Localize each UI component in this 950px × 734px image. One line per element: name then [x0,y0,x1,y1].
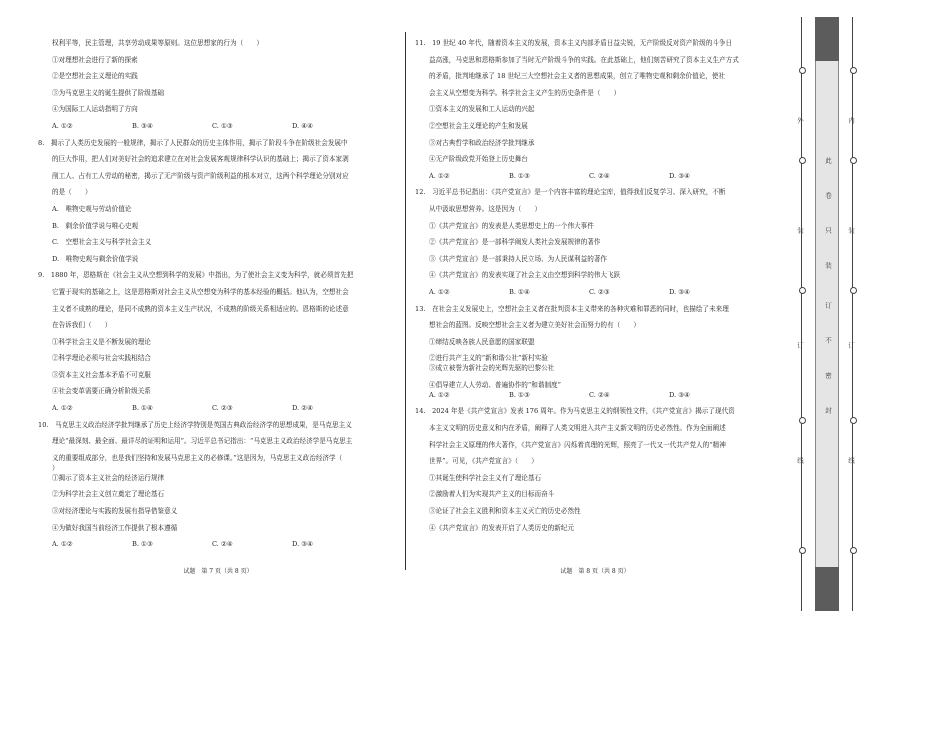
binding-inner-label: 不 [824,337,832,344]
question-8-line: 削工人、占有工人劳动的秘密，揭示了无产阶级与资产阶级利益的根本对立，这两个科学理论分别对应 [52,171,349,180]
choice-a: A. ①② [52,404,73,413]
binding-inner-label: 装 [824,262,832,269]
question-9-line: 它置于现实的基础之上，这是恩格斯对社会主义从空想变为科学的基本经验的概括。他认为，空想社会 [52,287,349,296]
binding-strip [791,17,863,611]
answer-option: ②激励着人们为实现共产主义的目标而奋斗 [429,490,555,499]
binding-outer-label: 装 [796,227,804,234]
binding-hole [799,67,806,74]
choice-c: C. ②③ [212,404,233,413]
page-footer: 试题 第 7 页（共 8 页） [183,568,253,575]
question-text: 权利平等，民主管理，共享劳动成果等原则。这位思想家的行为（ ） [52,39,263,47]
question-13-line: 13. 在社会主义发展史上，空想社会主义者在批判资本主义带来的各种灾难和罪恶的同时，也描绘了未来理 [415,304,729,313]
binding-dark-block [815,17,839,61]
binding-inner-label: 订 [824,302,832,309]
answer-option: A. 唯物史观与劳动价值论 [52,204,132,213]
answer-option: ②空想社会主义理论的产生和发展 [429,121,528,130]
answer-option: ①其诞生使科学社会主义有了理论基石 [429,473,542,482]
binding-line [801,17,802,611]
binding-inner-label: 只 [824,227,832,234]
binding-outer-label: 线 [796,457,804,464]
question-11-line: 的矛盾，批判地继承了 18 世纪三大空想社会主义者的思想成果，创立了唯物史观和剩余价值论，使社 [429,72,726,81]
question-11-line: 会主义从空想变为科学。科学社会主义产生的历史条件是（ ） [429,88,621,97]
question-12-line: 从中汲取思想营养。这是因为（ ） [429,204,542,213]
binding-hole [850,287,857,294]
answer-option: ④为国际工人运动指明了方向 [52,105,138,114]
binding-light-band [815,61,839,567]
question-8-line: 8. 揭示了人类历史发展的一般规律，揭示了人民群众的历史主体作用，揭示了阶段斗争在阶级社会发展中 [38,138,348,147]
answer-option: ①缔结反映各族人民意愿的国家联盟 [429,337,535,346]
answer-option: B. 剩余价值学说与唯心史观 [52,221,139,230]
binding-side-label: 内 [847,117,855,124]
answer-option: ④为做好我国当前经济工作提供了根本遵循 [52,523,178,532]
page-divider [405,32,406,570]
choice-row [38,539,400,549]
binding-inner-label: 此 [824,157,832,164]
choice-d: D. ③④ [669,390,691,399]
choice-a: A. ①② [52,121,73,130]
answer-option: ④社会变革需要正确分析阶级关系 [52,387,151,396]
choice-row [38,121,400,131]
question-14-line: 科学社会主义原理的伟大著作，《共产党宣言》闪烁着真理的光辉，照亮了一代又一代共产党人的“精神 [429,440,726,449]
binding-hole [850,547,857,554]
binding-inner-label: 密 [824,372,832,379]
answer-option: ①科学社会主义是不断发展的理论 [52,337,151,346]
choice-c: C. ②③ [589,287,610,296]
question-9-line: 在告诉我们（ ） [52,321,112,330]
choice-a: A. ①② [429,390,450,399]
choice-d: D. ③④ [669,171,691,180]
choice-b: B. ①③ [509,171,530,180]
binding-outer-label: 外 [796,117,804,124]
question-14-line: 本主义文明的历史意义和内在矛盾，阐释了人类文明进入共产主义新文明的历史必然性。作为全面阐述 [429,424,726,433]
binding-side-label: 线 [847,457,855,464]
choice-a: A. ①② [52,540,73,549]
question-9-line: 9. 1880 年，恩格斯在《社会主义从空想到科学的发展》中指出，为了使社会主义变为科学，就必须首先把 [38,271,354,280]
question-10-line: ） [52,463,59,472]
choice-a: A. ①② [429,287,450,296]
question-10-line: 义的重要组成部分，也是我们坚持和发展马克思主义的必修课。”这是因为，马克思主义政治经济学（ [52,453,343,462]
choice-d: D. ③④ [292,540,314,549]
choice-row [38,403,400,413]
choice-c: C. ①③ [212,121,233,130]
answer-option: ①揭示了资本主义社会的经济运行规律 [52,473,165,482]
question-14-line: 世界”。可见，《共产党宣言》（ ） [429,457,538,466]
answer-option: ③《共产党宣言》是一部秉持人民立场、为人民谋利益的著作 [429,254,608,263]
answer-option: ④无产阶级政党开始登上历史舞台 [429,155,528,164]
answer-option: ②科学理论必须与社会实践相结合 [52,354,151,363]
question-11-line: 益高涨，马克思和恩格斯参加了当时无产阶级斗争的实践。在此基础上，他们刻苦研究了资本主义生产方式 [429,55,739,64]
answer-option: ①《共产党宣言》的发表是人类思想史上的一个伟大事件 [429,221,594,230]
choice-c: C. ②④ [212,540,233,549]
question-10-line: 10. 马克思主义政治经济学批判继承了历史上经济学特别是英国古典政治经济学的思想成果，是马克思主义 [38,420,352,429]
answer-option: ③对经济理论与实践的发展有指导借鉴意义 [52,507,178,516]
answer-option: ②《共产党宣言》是一部科学阐发人类社会发展规律的著作 [429,238,601,247]
choice-b: B. ①③ [509,390,530,399]
choice-b: B. ①④ [509,287,530,296]
choice-row [415,390,780,400]
binding-hole [850,417,857,424]
choice-b: B. ③④ [132,121,153,130]
binding-hole [799,157,806,164]
page-footer: 试题 第 8 页（共 8 页） [560,568,630,575]
binding-outer-label: 订 [796,342,804,349]
binding-side-label: 订 [847,342,855,349]
answer-option: ④《共产党宣言》的发表开启了人类历史的新纪元 [429,523,575,532]
question-11-line: 11. 19 世纪 40 年代，随着资本主义的发展，资本主义内部矛盾日益尖锐，无产阶级反对资产阶级的斗争日 [415,39,733,47]
binding-hole [799,287,806,294]
answer-option: C. 空想社会主义与科学社会主义 [52,238,152,247]
choice-d: D. ④④ [292,121,314,130]
question-8-line: 的巨大作用，把人们对美好社会的追求建立在对社会发展客观规律科学认识的基础上；揭示了资本家剥 [52,155,349,164]
binding-side-label: 装 [847,227,855,234]
answer-option: ③对古典哲学和政治经济学批判继承 [429,138,535,147]
binding-hole [850,157,857,164]
answer-option: ④《共产党宣言》的发表实现了社会主义由空想到科学的伟大飞跃 [429,271,621,280]
choice-row [415,171,780,181]
choice-d: D. ③④ [669,287,691,296]
binding-line [852,17,853,611]
choice-a: A. ①② [429,171,450,180]
binding-inner-label: 卷 [824,192,832,199]
choice-b: B. ①③ [132,540,153,549]
answer-option: ①对理想社会进行了新的探索 [52,55,138,64]
answer-option: ②是空想社会主义理论的实践 [52,72,138,81]
answer-option: ②为科学社会主义创立奠定了理论基石 [52,490,165,499]
choice-c: C. ②④ [589,390,610,399]
left-page [38,38,400,549]
answer-option: ③成立被誉为新社会的光辉先驱的巴黎公社 [429,364,555,373]
answer-option: ③资本主义社会基本矛盾不可克服 [52,370,151,379]
question-9-line: 主义者不成熟的理论，是同不成熟的资本主义生产状况，不成熟的阶级关系相适应的。恩格斯的论述意 [52,304,349,313]
answer-option: ①资本主义的发展和工人运动的兴起 [429,105,535,114]
right-page [415,38,780,533]
binding-dark-block [815,567,839,611]
binding-inner-label: 封 [824,407,832,414]
question-14-line: 14. 2024 年是《共产党宣言》发表 176 周年。作为马克思主义的纲领性文件，《共产党宣言》揭示了现代资 [415,407,735,416]
choice-c: C. ②④ [589,171,610,180]
choice-row [415,287,780,297]
question-12-line: 12. 习近平总书记指出：《共产党宣言》是一个内容丰富的理论宝库，值得我们反复学习、深入研究，不断 [415,188,726,197]
binding-hole [850,67,857,74]
choice-d: D. ②④ [292,404,314,413]
answer-option: D. 唯物史观与剩余价值学说 [52,254,139,263]
question-13-line: 想社会的蓝图。反映空想社会主义者为建立美好社会而努力的有（ ） [429,321,640,330]
choice-b: B. ①④ [132,404,153,413]
question-8-line: 的是（ ） [52,188,92,197]
question-10-line: 理论“最深刻、最全面、最详尽的证明和运用”。习近平总书记指出：“马克思主义政治经济学是马克思主 [52,437,353,446]
binding-hole [799,417,806,424]
answer-option: ②进行共产主义的“新和谐公社”新村实验 [429,354,548,363]
answer-option: ③为马克思主义的诞生提供了阶级基础 [52,88,165,97]
answer-option: ③论证了社会主义胜利和资本主义灭亡的历史必然性 [429,507,581,516]
binding-hole [799,547,806,554]
answer-option: ④倡导建立人人劳动、普遍协作的“和谐制度” [429,380,562,389]
